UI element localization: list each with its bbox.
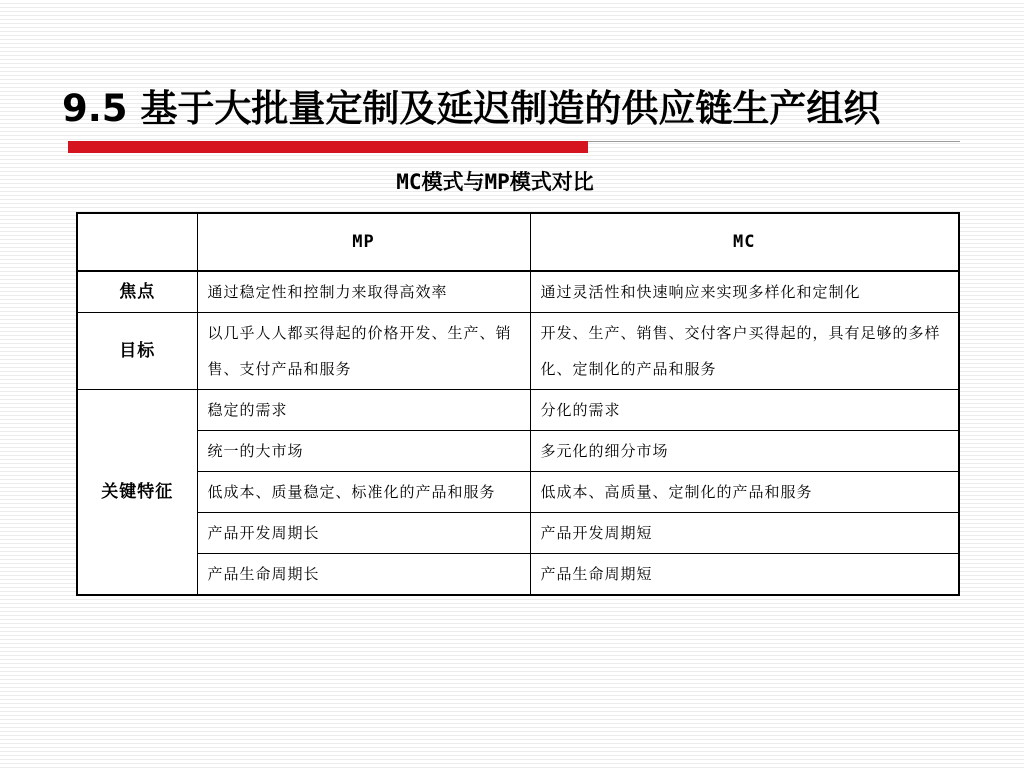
cell-goal-mp: 以几乎人人都买得起的价格开发、生产、销售、支付产品和服务 bbox=[197, 313, 530, 390]
table-row-goal bbox=[77, 313, 959, 390]
title-underline bbox=[68, 138, 960, 154]
cell-goal-mc: 开发、生产、销售、交付客户买得起的，具有足够的多样化、定制化的产品和服务 bbox=[530, 313, 959, 390]
cell-feature-3-mp: 低成本、质量稳定、标准化的产品和服务 bbox=[197, 472, 530, 513]
header-cell-empty bbox=[77, 213, 197, 271]
title-underline-red-bar bbox=[68, 141, 588, 153]
table-row-key-feature-4 bbox=[77, 513, 959, 554]
table-row-key-feature-5 bbox=[77, 554, 959, 596]
table-header-row bbox=[77, 213, 959, 271]
cell-feature-5-mc: 产品生命周期短 bbox=[530, 554, 959, 596]
table-row-focus bbox=[77, 271, 959, 313]
cell-feature-5-mp: 产品生命周期长 bbox=[197, 554, 530, 596]
table-caption: MC模式与MP模式对比 bbox=[396, 170, 594, 194]
comparison-table bbox=[76, 212, 960, 596]
cell-feature-2-mp: 统一的大市场 bbox=[197, 431, 530, 472]
header-cell-mc: MC bbox=[530, 213, 959, 271]
cell-focus-mp: 通过稳定性和控制力来取得高效率 bbox=[197, 271, 530, 313]
row-label-goal: 目标 bbox=[77, 313, 197, 390]
table-row-key-feature-3 bbox=[77, 472, 959, 513]
row-label-key-features: 关键特征 bbox=[77, 390, 197, 596]
title-underline-gray-line bbox=[588, 141, 960, 142]
header-cell-mp: MP bbox=[197, 213, 530, 271]
cell-feature-1-mc: 分化的需求 bbox=[530, 390, 959, 431]
cell-feature-2-mc: 多元化的细分市场 bbox=[530, 431, 959, 472]
table-row-key-feature-2 bbox=[77, 431, 959, 472]
cell-feature-3-mc: 低成本、高质量、定制化的产品和服务 bbox=[530, 472, 959, 513]
slide-title: 9.5 基于大批量定制及延迟制造的供应链生产组织 bbox=[62, 87, 881, 130]
cell-feature-4-mp: 产品开发周期长 bbox=[197, 513, 530, 554]
cell-feature-4-mc: 产品开发周期短 bbox=[530, 513, 959, 554]
table-row-key-feature-1 bbox=[77, 390, 959, 431]
cell-focus-mc: 通过灵活性和快速响应来实现多样化和定制化 bbox=[530, 271, 959, 313]
cell-feature-1-mp: 稳定的需求 bbox=[197, 390, 530, 431]
row-label-focus: 焦点 bbox=[77, 271, 197, 313]
